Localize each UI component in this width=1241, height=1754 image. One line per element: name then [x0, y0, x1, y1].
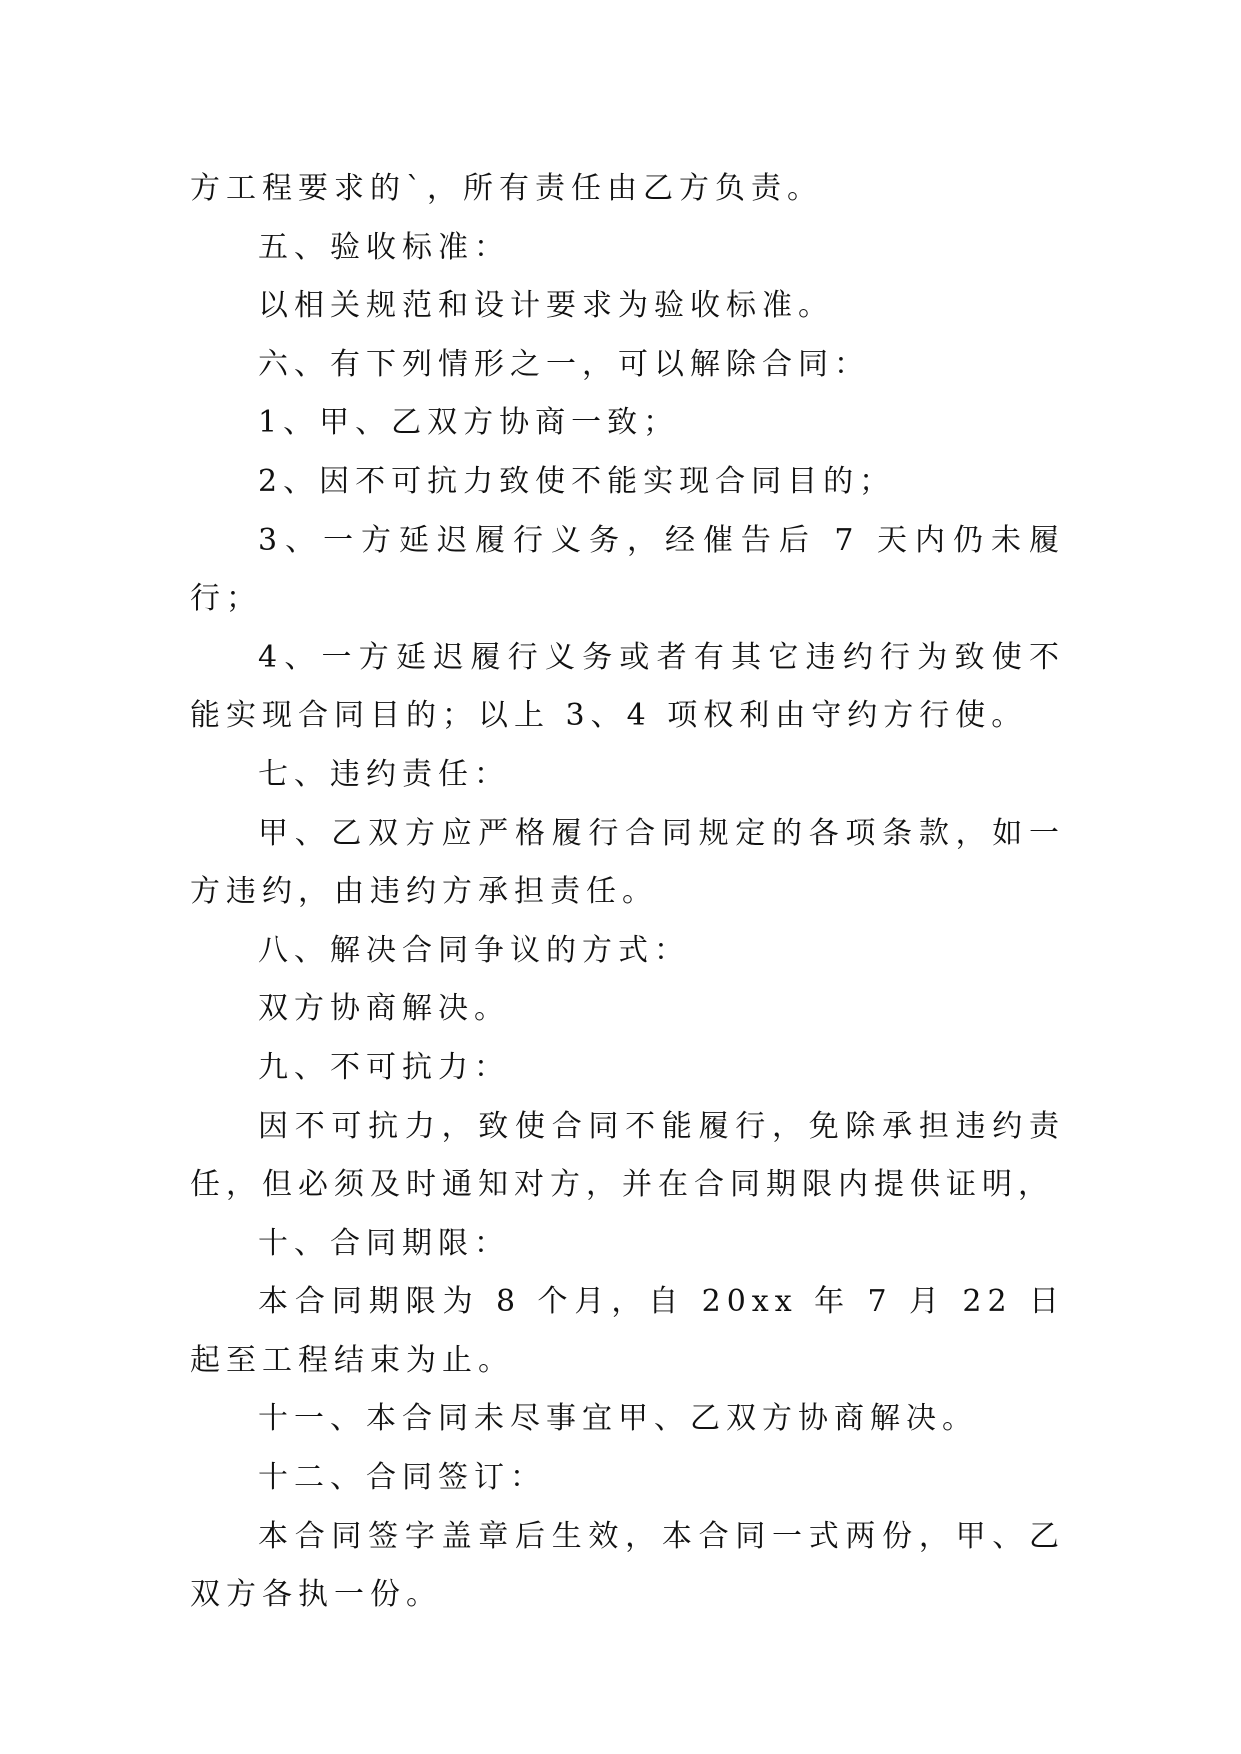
paragraph-force-majeure: 因不可抗力，致使合同不能履行，免除承担违约责任，但必须及时通知对方，并在合同期限内提供证明， [190, 1108, 1065, 1203]
paragraph-liability: 甲、乙双方应严格履行合同规定的各项条款，如一方违约，由违约方承担责任。 [190, 815, 1065, 910]
list-item-termination-3: 3、一方延迟履行义务，经催告后 7 天内仍未履行； [190, 522, 1065, 617]
paragraph-contract-signing: 本合同签字盖章后生效，本合同一式两份，甲、乙双方各执一份。 [190, 1518, 1065, 1613]
paragraph-dispute-resolution: 双方协商解决。 [258, 991, 510, 1027]
section-heading-liability: 七、违约责任： [258, 756, 510, 792]
paragraph-contract-term: 本合同期限为 8 个月，自 20xx 年 7 月 22 日起至工程结束为止。 [190, 1284, 1065, 1378]
section-heading-dispute-resolution: 八、解决合同争议的方式： [258, 932, 690, 968]
document-body [190, 160, 1065, 1625]
list-item-termination-2: 2、因不可抗力致使不能实现合同目的； [258, 463, 896, 499]
list-item-termination-4: 4、一方延迟履行义务或者有其它违约行为致使不能实现合同目的；以上 3、4 项权利由守约方行使。 [190, 639, 1065, 734]
section-heading-other-matters: 十一、本合同未尽事宜甲、乙双方协商解决。 [258, 1401, 978, 1437]
section-heading-force-majeure: 九、不可抗力： [258, 1049, 510, 1085]
list-item-termination-1: 1、甲、乙双方协商一致； [258, 405, 680, 441]
paragraph-acceptance-standard: 以相关规范和设计要求为验收标准。 [258, 288, 834, 324]
paragraph-continuation: 方工程要求的`，所有责任由乙方负责。 [190, 171, 823, 206]
section-heading-contract-signing: 十二、合同签订： [258, 1460, 546, 1496]
section-heading-acceptance-standard: 五、验收标准： [258, 229, 510, 265]
section-heading-contract-term: 十、合同期限： [258, 1225, 510, 1261]
section-heading-contract-termination: 六、有下列情形之一，可以解除合同： [258, 346, 870, 382]
